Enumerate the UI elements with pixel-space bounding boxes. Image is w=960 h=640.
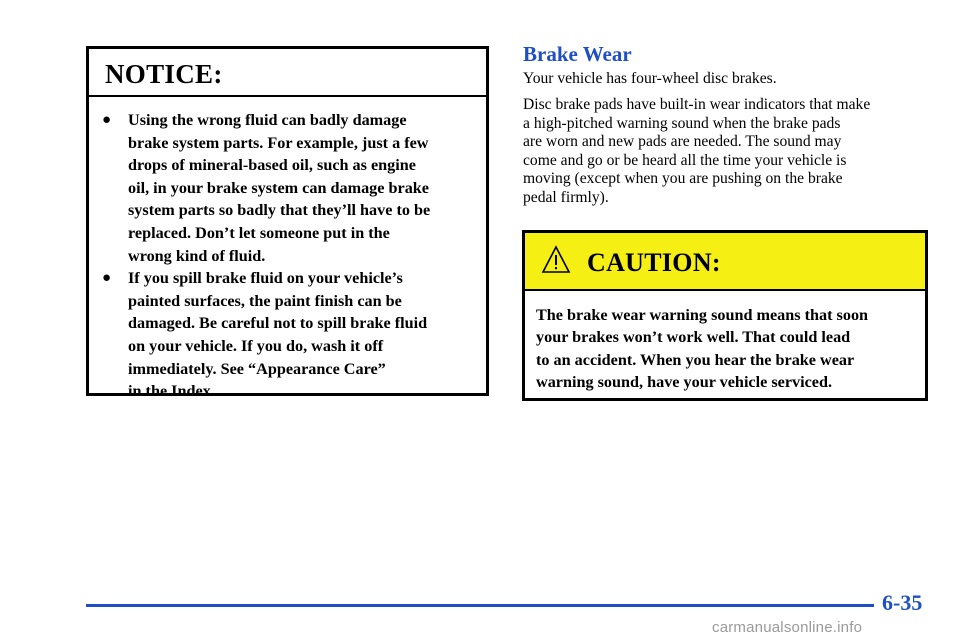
bullet-icon: ● [102,112,112,128]
text-line: a high-pitched warning sound when the brake pads [523,114,841,132]
text-line: moving (except when you are pushing on the brake [523,170,843,188]
text-line: Using the wrong fluid can badly damage [128,111,407,129]
caution-body [525,291,925,394]
notice-bullet-text [128,109,472,267]
text-line: painted surfaces, the paint finish can be [128,291,402,310]
text-line: The brake wear warning sound means that soon [536,306,869,324]
notice-body [89,97,486,403]
notice-header [89,49,486,97]
text-line: replaced. Don’t let someone put in the [128,223,390,242]
text-line: oil, in your brake system can damage brake [128,178,429,197]
footer-rule [86,604,874,607]
text-line: come and go or be heard all the time your vehicle is [523,151,847,169]
text-line: immediately. See “Appearance Care” [128,359,386,378]
page-number: 6-35 [882,590,923,615]
text-line: on your vehicle. If you do, wash it off [128,336,384,355]
text-line: system parts so badly that they’ll have to be [128,201,431,220]
notice-bullet-item [101,109,472,267]
text-line: damaged. Be careful not to spill brake fluid [128,314,428,333]
notice-box [86,46,489,401]
text-line: drops of mineral-based oil, such as engine [128,156,416,175]
text-line: to an accident. When you hear the brake wear [536,350,855,369]
caution-box [522,230,928,401]
section-heading-brake-wear: Brake Wear [523,42,632,66]
text-line: your brakes won’t work well. That could lead [536,328,851,347]
text-line: pedal firmly). [523,188,609,206]
text-line: Your vehicle has four-wheel disc brakes. [523,70,777,87]
text-line: wrong kind of fluid. [128,246,266,265]
paragraph-disc-brakes [523,70,777,89]
notice-bullet-item [101,267,472,403]
text-line: warning sound, have your vehicle serviced. [536,373,833,392]
text-line: brake system parts. For example, just a few [128,133,429,152]
text-line: If you spill brake fluid on your vehicle’s [128,269,403,288]
text-line: are worn and new pads are needed. The sound may [523,133,842,151]
text-line: Disc brake pads have built-in wear indicators that make [523,96,871,113]
caution-header [525,233,925,291]
text-line: in the Index. [128,382,215,401]
notice-bullet-text [128,267,472,403]
caution-title: CAUTION: [587,248,721,277]
bullet-icon: ● [102,270,112,287]
paragraph-wear-indicators [523,96,870,208]
notice-title: NOTICE: [105,58,223,89]
watermark: carmanualsonline.info [712,619,863,636]
warning-triangle-icon [541,245,571,275]
